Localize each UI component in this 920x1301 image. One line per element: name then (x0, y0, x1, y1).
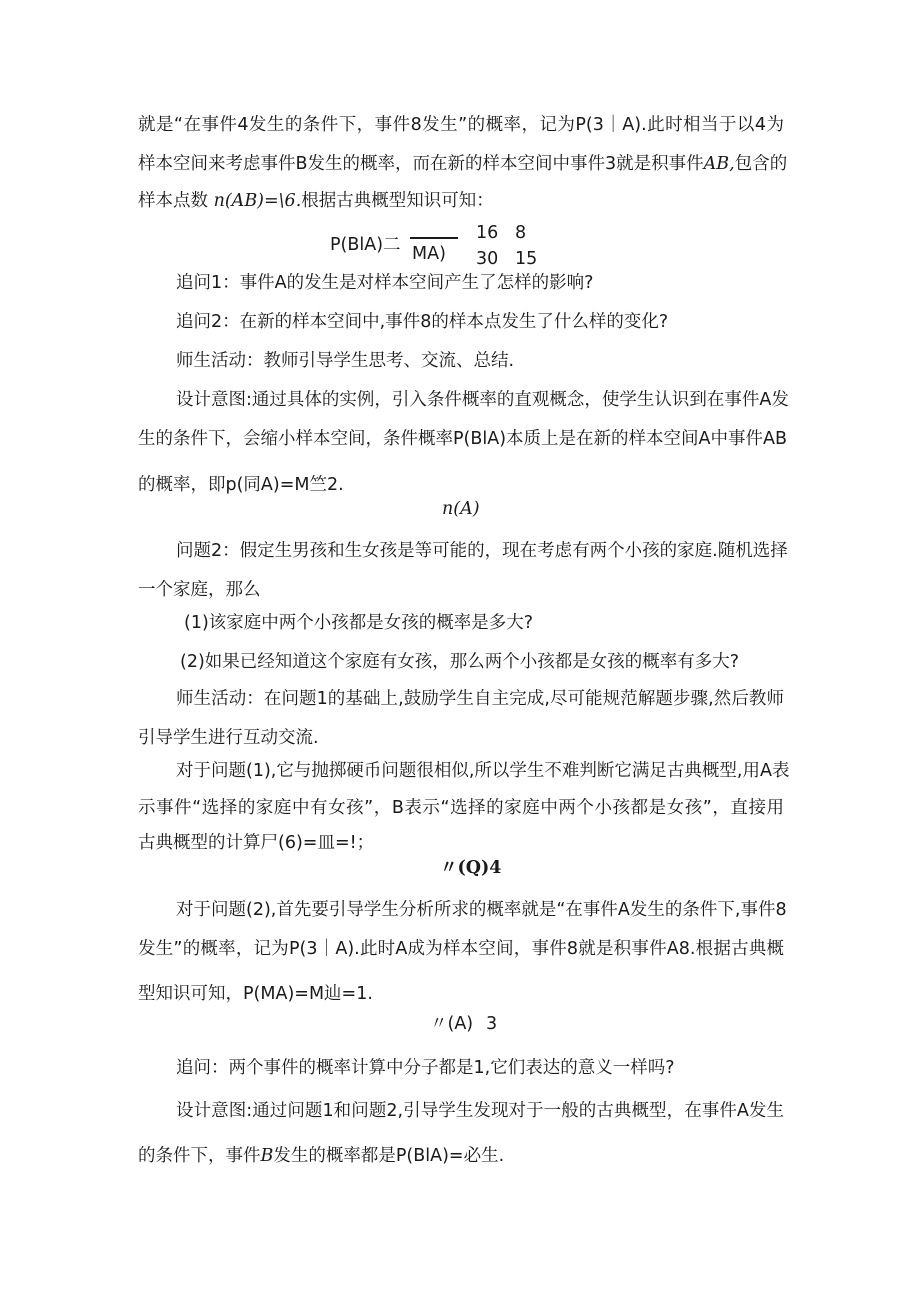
text-line: 生的条件下，会缩小样本空间，条件概率P(BlA)本质上是在新的样本空间A中事件AB (138, 429, 787, 449)
formula-value: 3 (486, 1014, 498, 1034)
text-line: 古典概型的计算尸(6)=皿=!； (138, 833, 375, 853)
text-segment: 包含的 (734, 154, 788, 174)
formula-value: 15 (515, 249, 538, 269)
text-line: 一个家庭，那么 (138, 580, 261, 600)
text-line: 师生活动：教师引导学生思考、交流、总结. (176, 351, 515, 371)
formula-denominator: 〃(Q)4 (440, 858, 502, 878)
math-expression: n(AB)=\6. (213, 191, 302, 211)
fraction-bar (410, 237, 458, 239)
text-line: 问题2：假定生男孩和生女孩是等可能的，现在考虑有两个小孩的家庭.随机选择 (176, 541, 788, 561)
text-segment: 的条件下，事件 (138, 1146, 261, 1166)
formula-lhs: P(BlA)二 (330, 235, 401, 255)
text-line: 示事件“选择的家庭中有女孩”，B表示“选择的家庭中两个小孩都是女孩”，直接用 (138, 798, 784, 818)
text-line (138, 153, 788, 175)
text-line: 型知识可知，P(MA)=M辿=1. (138, 984, 373, 1004)
formula-value: 8 (515, 223, 527, 243)
list-item: (2)如果已经知道这个家庭有女孩，那么两个小孩都是女孩的概率有多大? (180, 652, 740, 672)
formula-denominator: MA) (412, 244, 446, 264)
text-line: 对于问题(2),首先要引导学生分析所求的概率就是“在事件A发生的条件下,事件8 (176, 900, 787, 920)
text-line: 设计意图:通过问题1和问题2,引导学生发现对于一般的古典概型，在事件A发生 (176, 1101, 784, 1121)
formula-value: 16 (476, 223, 499, 243)
text-line: 追问1：事件A的发生是对样本空间产生了怎样的影响? (176, 273, 594, 293)
text-line (138, 190, 494, 212)
text-segment: 发生的概率都是P(BlA)=必生. (273, 1146, 505, 1166)
list-item: (1)该家庭中两个小孩都是女孩的概率是多大? (184, 613, 534, 633)
math-expression: AB, (703, 154, 735, 174)
text-line: 发生”的概率，记为P(3｜A).此时A成为样本空间，事件8就是积事件A8.根据古典概 (138, 939, 784, 959)
text-segment: 根据古典概型知识可知： (301, 191, 494, 211)
text-line: 设计意图:通过具体的实例，引入条件概率的直观概念，使学生认识到在事件A发 (176, 390, 789, 410)
math-expression: B (260, 1146, 274, 1166)
text-line: 师生活动：在问题1的基础上,鼓励学生自主完成,尽可能规范解题步骤,然后教师 (176, 689, 784, 709)
formula-denominator: n(A) (442, 499, 480, 519)
text-line: 追问2：在新的样本空间中,事件8的样本点发生了什么样的变化? (176, 312, 669, 332)
formula-denominator: 〃(A) (430, 1014, 474, 1034)
text-line (138, 1145, 504, 1167)
text-segment: 样本点数 (138, 191, 208, 211)
text-line: 追问：两个事件的概率计算中分子都是1,它们表达的意义一样吗? (176, 1058, 675, 1078)
text-line: 引导学生进行互动交流. (138, 728, 319, 748)
text-line: 的概率，即p(同A)=M竺2. (138, 475, 344, 495)
text-line: 就是“在事件4发生的条件下，事件8发生”的概率，记为P(3｜A).此时相当于以4为 (138, 115, 784, 135)
text-line: 对于问题(1),它与抛掷硬币问题很相似,所以学生不难判断它满足古典概型,用A表 (176, 761, 790, 781)
text-segment: 样本空间来考虑事件B发生的概率，而在新的样本空间中事件3就是积事件 (138, 154, 704, 174)
formula-value: 30 (476, 249, 499, 269)
